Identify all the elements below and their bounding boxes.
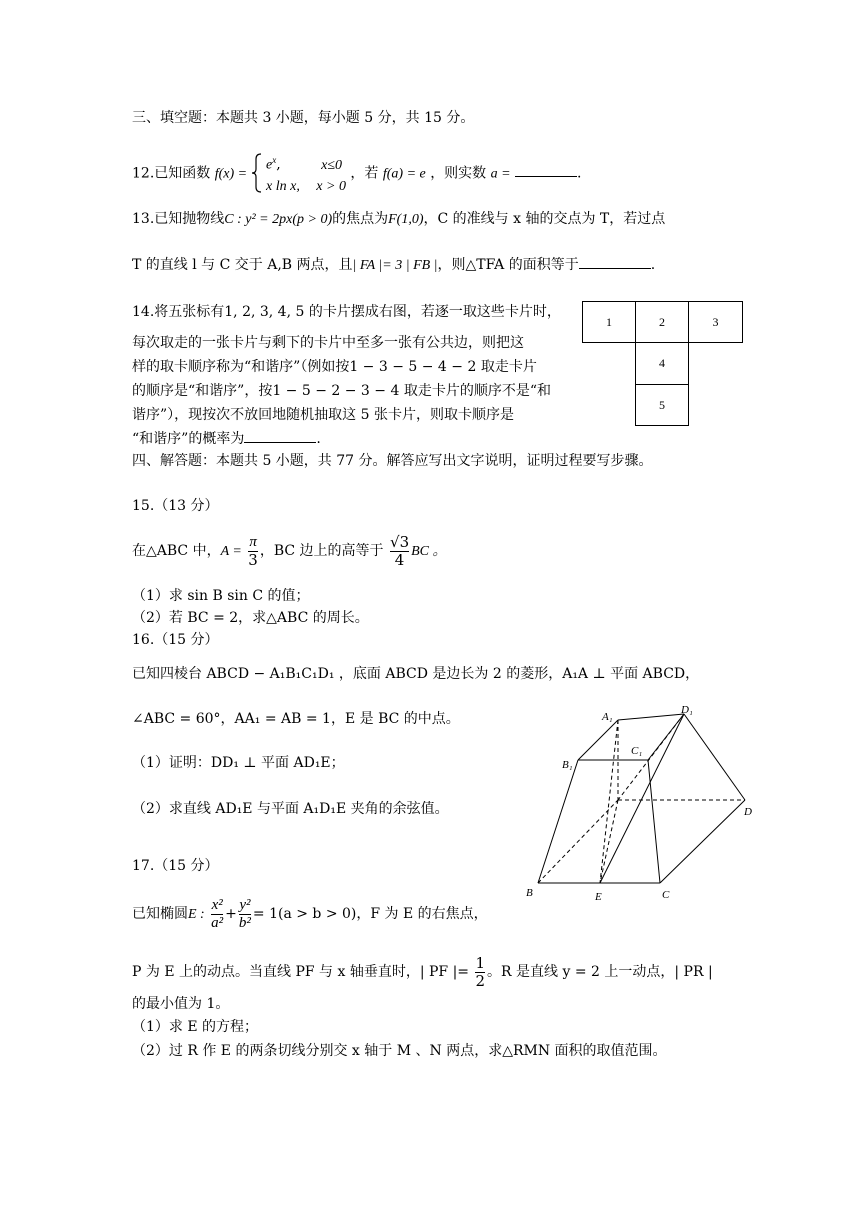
q12-var: a =: [490, 166, 511, 182]
label-e: E: [595, 891, 602, 903]
q16-part-2: （2）求直线 AD₁E 与平面 A₁D₁E 夹角的余弦值。: [132, 801, 449, 817]
q12-func: f(x) =: [214, 166, 248, 182]
q17-frac-1-2: [475, 955, 485, 990]
q16-part-1: （1）证明：DD₁ ⊥ 平面 AD₁E；: [132, 755, 345, 771]
q17-ellipse-name: E :: [188, 907, 205, 922]
card-1: 1: [582, 301, 636, 343]
q15-header: 15.（13 分）: [132, 498, 219, 514]
q13-t1: 的焦点为: [332, 211, 389, 227]
q13-curve: C : y² = 2px(p > 0): [224, 212, 333, 227]
q15-frac-pi-3: [248, 534, 258, 569]
q17-one: 1: [475, 953, 486, 972]
line-d1-e: [600, 714, 684, 883]
q12-case1-cond: x≤0: [321, 157, 343, 173]
q13-end: .: [650, 257, 656, 273]
q13-ratio: | FA |= 3 | FB |: [352, 258, 438, 273]
label-c1: C₁: [631, 745, 643, 757]
q12-case1-expr: e: [266, 157, 273, 173]
q15-l1a: 在△ABC 中，: [132, 543, 221, 559]
q17-y2: y²: [239, 896, 251, 913]
q12-lead: 已知函数: [154, 165, 211, 182]
q15-l1d: BC 。: [411, 544, 447, 559]
q12-tail: ，则实数: [430, 165, 487, 182]
label-d1: D₁: [681, 704, 693, 716]
label-b: B: [526, 887, 533, 899]
label-b1: B₁: [562, 759, 573, 771]
q17-frac-x2-a2: [211, 897, 223, 932]
line-a-e: [600, 800, 618, 883]
q14-line-1: 14.将五张标有1, 2, 3, 4, 5 的卡片摆成右图，若逐一取这些卡片时，: [132, 304, 561, 320]
edge-c-d: [660, 800, 745, 883]
q14-end: .: [316, 431, 321, 447]
q15-statement: [132, 527, 447, 575]
q16-line-1: 已知四棱台 ABCD − A₁B₁C₁D₁ ，底面 ABCD 是边长为 2 的菱形，A₁A ⊥ 平面 ABCD，: [132, 666, 700, 682]
q12-case2-expr: x ln x,: [266, 178, 300, 194]
q17-part-1: （1）求 E 的方程；: [132, 1019, 259, 1035]
q14-answer-blank[interactable]: [244, 442, 316, 443]
edge-a1-d1: [618, 714, 684, 720]
q17-x2: x²: [211, 896, 223, 913]
section-3-title: 三、填空题：本题共 3 小题，每小题 5 分，共 15 分。: [132, 110, 475, 126]
q14-line-3: 样的取卡顺序称为“和谐序”（例如按1 − 3 − 5 − 4 − 2 取走卡片: [132, 359, 537, 375]
edge-b1-a1: [578, 720, 618, 760]
q15-frac-sqrt3-4: [390, 534, 409, 569]
q17-two: 2: [475, 971, 486, 990]
edge-d1-d: [684, 714, 745, 800]
question-13-line-2: [132, 256, 655, 275]
q15-part-2: （2）若 BC = 2，求△ABC 的周长。: [132, 610, 369, 626]
q14-lead: “和谐序”的概率为: [132, 431, 245, 447]
label-d: D: [744, 806, 752, 818]
piecewise-brace: [252, 153, 262, 193]
q17-line-3: 的最小值为 1。: [132, 996, 230, 1012]
q17-frac-y2-b2: [239, 897, 251, 932]
q17-a2: a²: [211, 914, 224, 931]
q13-answer-blank[interactable]: [579, 268, 651, 269]
frustum-figure: [520, 700, 770, 910]
question-12: [132, 150, 582, 194]
q15-four: 4: [390, 551, 409, 569]
q16-line-2: ∠ABC = 60°，AA₁ = AB = 1，E 是 BC 的中点。: [132, 711, 460, 727]
q12-mid: ，若: [350, 165, 379, 182]
edge-c1-c: [648, 760, 660, 883]
q15-angle: A =: [220, 544, 242, 559]
q13-line2b: ，则△TFA 的面积等于: [437, 257, 579, 273]
card-2: 2: [635, 301, 689, 343]
question-13-line-1: [132, 210, 665, 229]
q17-line-1: 已知椭圆E : $\frac{\text{x²}}{\text{a²}}$ + $\frac{\text{y²}}{\text{b²}}$ = 1(a > b > 0)，F 为 E 的右焦点，: [132, 896, 488, 931]
label-c: C: [662, 889, 670, 901]
q13-focus: F(1,0): [388, 212, 424, 227]
q13-line2a: T 的直线 l 与 C 交于 A,B 两点，且: [132, 257, 353, 273]
q15-pi: π: [249, 533, 257, 550]
card-5: 5: [635, 384, 689, 426]
piecewise-cases: $e^x$, x≤0 x ln x, x > 0: [266, 150, 346, 197]
q17-l1a: 已知椭圆: [132, 906, 188, 922]
q13-lead: 13.已知抛物线: [132, 211, 225, 227]
q12-answer-blank[interactable]: [515, 176, 577, 177]
q14-line-4: 的顺序是“和谐序”，按1 − 5 − 2 − 3 − 4 取走卡片的顺序不是“和: [132, 383, 551, 399]
q17-part-2: （2）过 R 作 E 的两条切线分别交 x 轴于 M 、N 两点，求△RMN 面积的取值范围。: [132, 1043, 667, 1059]
q16-header: 16.（15 分）: [132, 632, 219, 648]
edge-b1-b: [538, 760, 578, 883]
q12-case2-cond: x > 0: [316, 178, 346, 194]
q17-b2: b²: [238, 914, 251, 931]
label-a1: A₁: [602, 711, 613, 723]
q12-number: 12.: [132, 165, 155, 182]
q15-l1c: ，BC 边上的高等于: [259, 543, 384, 559]
section-4-title: 四、解答题：本题共 5 小题，共 77 分。解答应写出文字说明，证明过程要写步骤。: [132, 453, 653, 469]
q14-line-6: [132, 430, 321, 448]
q14-line-2: 每次取走的一张卡片与剩下的卡片中至多一张有公共边，则把这: [132, 335, 524, 351]
q12-case1-sup: x: [272, 155, 277, 165]
q13-t2: ，C 的准线与 x 轴的交点为 T，若过点: [423, 211, 666, 227]
q17-line-2: [132, 950, 713, 994]
q12-condition: f(a) = e: [382, 166, 426, 182]
q14-line-5: 谐序”），现按次不放回地随机抽取这 5 张卡片，则取卡顺序是: [132, 407, 514, 423]
q12-end: .: [577, 165, 582, 182]
card-4: 4: [635, 342, 689, 385]
q17-l2a: P 为 E 上的动点。当直线 PF 与 x 轴垂直时，| PF |=: [132, 964, 470, 980]
q15-three: 3: [248, 550, 258, 569]
line-a1-e: [600, 720, 618, 883]
q17-l2b: 。R 是直线 y = 2 上一动点，| PR |: [487, 964, 713, 980]
q15-sqrt3: √3: [390, 532, 410, 551]
card-3: 3: [688, 301, 743, 343]
q17-header: 17.（15 分）: [132, 858, 219, 874]
q15-part-1: （1）求 sin B sin C 的值；: [132, 588, 310, 604]
q17-l1b: = 1(a > b > 0)，F 为 E 的右焦点，: [252, 906, 488, 922]
